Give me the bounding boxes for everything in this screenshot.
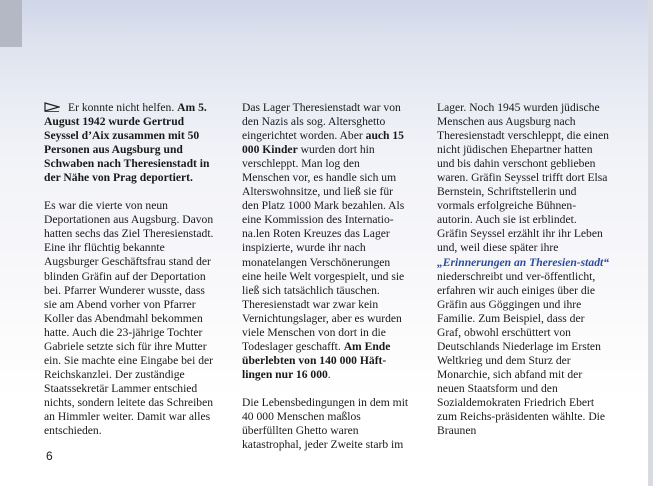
intro-lead: Er konnte nicht helfen. bbox=[68, 101, 175, 114]
intro-bold: Am 5. August 1942 wurde Gertrud Seyssel d’Aix zusammen mit 50 Personen aus Augsburg und Schwaben nach Theresienstadt in der Nähe von Prag deportiert. bbox=[44, 101, 210, 185]
bold-run: Am Ende überlebten von 140 000 Häft-lingen nur 16 000 bbox=[242, 339, 391, 381]
text-run: Das Lager Theresienstadt war von den Nazis als sog. Altersghetto eingerichtet worden. Aber bbox=[242, 101, 401, 143]
text-run: . bbox=[327, 367, 331, 381]
text-run: Lager. Noch 1945 wurden jüdische Menschen aus Augsburg nach Theresienstadt verschleppt, die einen nicht jüdischen Ehepartner hatten und bis dahin verschont geblieben waren. Gräfin Seyssel trifft dort Elsa Bernstein, Schriftstellerin und vormals erfolgreiche Bühnen-autorin. Auch sie ist erblindet. Gräfin Seyssel erzählt ihr ihr Leben und, weil diese später ihre bbox=[437, 101, 609, 255]
page-number: 6 bbox=[46, 449, 53, 463]
text-column-2 bbox=[242, 101, 410, 452]
paragraph-conditions: Die Lebensbedingungen in dem mit 40 000 Menschen maßlos überfüllten Ghetto waren katastrophal, jeder Zweite starb im bbox=[242, 395, 409, 452]
paragraph-theresienstadt bbox=[242, 101, 410, 382]
text-column-1 bbox=[44, 101, 214, 438]
bold-run: auch 15 000 Kinder bbox=[242, 129, 404, 157]
text-run: wurden dort hin verschleppt. Man log den Menschen vor, es handle sich um Alterswohnsitze, und ließ sie für den Platz 1000 Mark bezahlen. Als eine Kommission des Internatio-na.len Roten Kreuzes das Lager inspizierte, wurde ihr nach monatelangen Verschönerungen eine heile Welt vorgespielt, und sie ließ sich tatsächlich täuschen. Theresienstadt war zwar kein Vernichtungslager, aber es wurden viele Menschen von dort in die Todeslager geschafft. bbox=[242, 143, 405, 353]
page-edge bbox=[648, 0, 653, 486]
arrow-right-outline-icon bbox=[44, 102, 60, 112]
corner-tab bbox=[0, 0, 22, 47]
text-run: niederschreibt und ver-öffentlicht, erfahren wir auch einiges über die Gräfin aus Göggingen und ihre Familie. Zum Beispiel, dass der Graf, obwohl erschüttert von Deutschlands Niederlage im Ersten Weltkrieg und dem Sturz der Monarchie, sich abfand mit der neuen Staatsform und den Sozialdemokraten Friedrich Ebert zum Reichs-präsidenten wählte. Die Braunen bbox=[437, 269, 606, 438]
intro-paragraph bbox=[44, 101, 214, 185]
text-column-3 bbox=[437, 101, 609, 438]
paragraph-bernstein bbox=[437, 101, 609, 438]
book-title: „Erinnerungen an Theresien-stadt“ bbox=[437, 255, 610, 269]
paragraph-deportations: Es war die vierte von neun Deportationen aus Augsburg. Davon hatten sechs das Ziel Theresienstadt. Eine ihr flüchtig bekannte Augsburger Geschäftsfrau stand der blinden Gräfin auf der Deportation bei. Pfarrer Wunderer wusste, dass sie am Abend vorher von Pfarrer Koller das Abendmahl bekommen hatte. Auch die 23-jährige Tochter Gabriele setzte sich für ihre Mutter ein. Sie machte eine Eingabe bei der Reichskanzlei. Der zuständige Staatssekretär Lammer entschied nichts, sondern leitete das Schreiben an Himmler weiter. Damit war alles entschieden. bbox=[44, 199, 214, 438]
